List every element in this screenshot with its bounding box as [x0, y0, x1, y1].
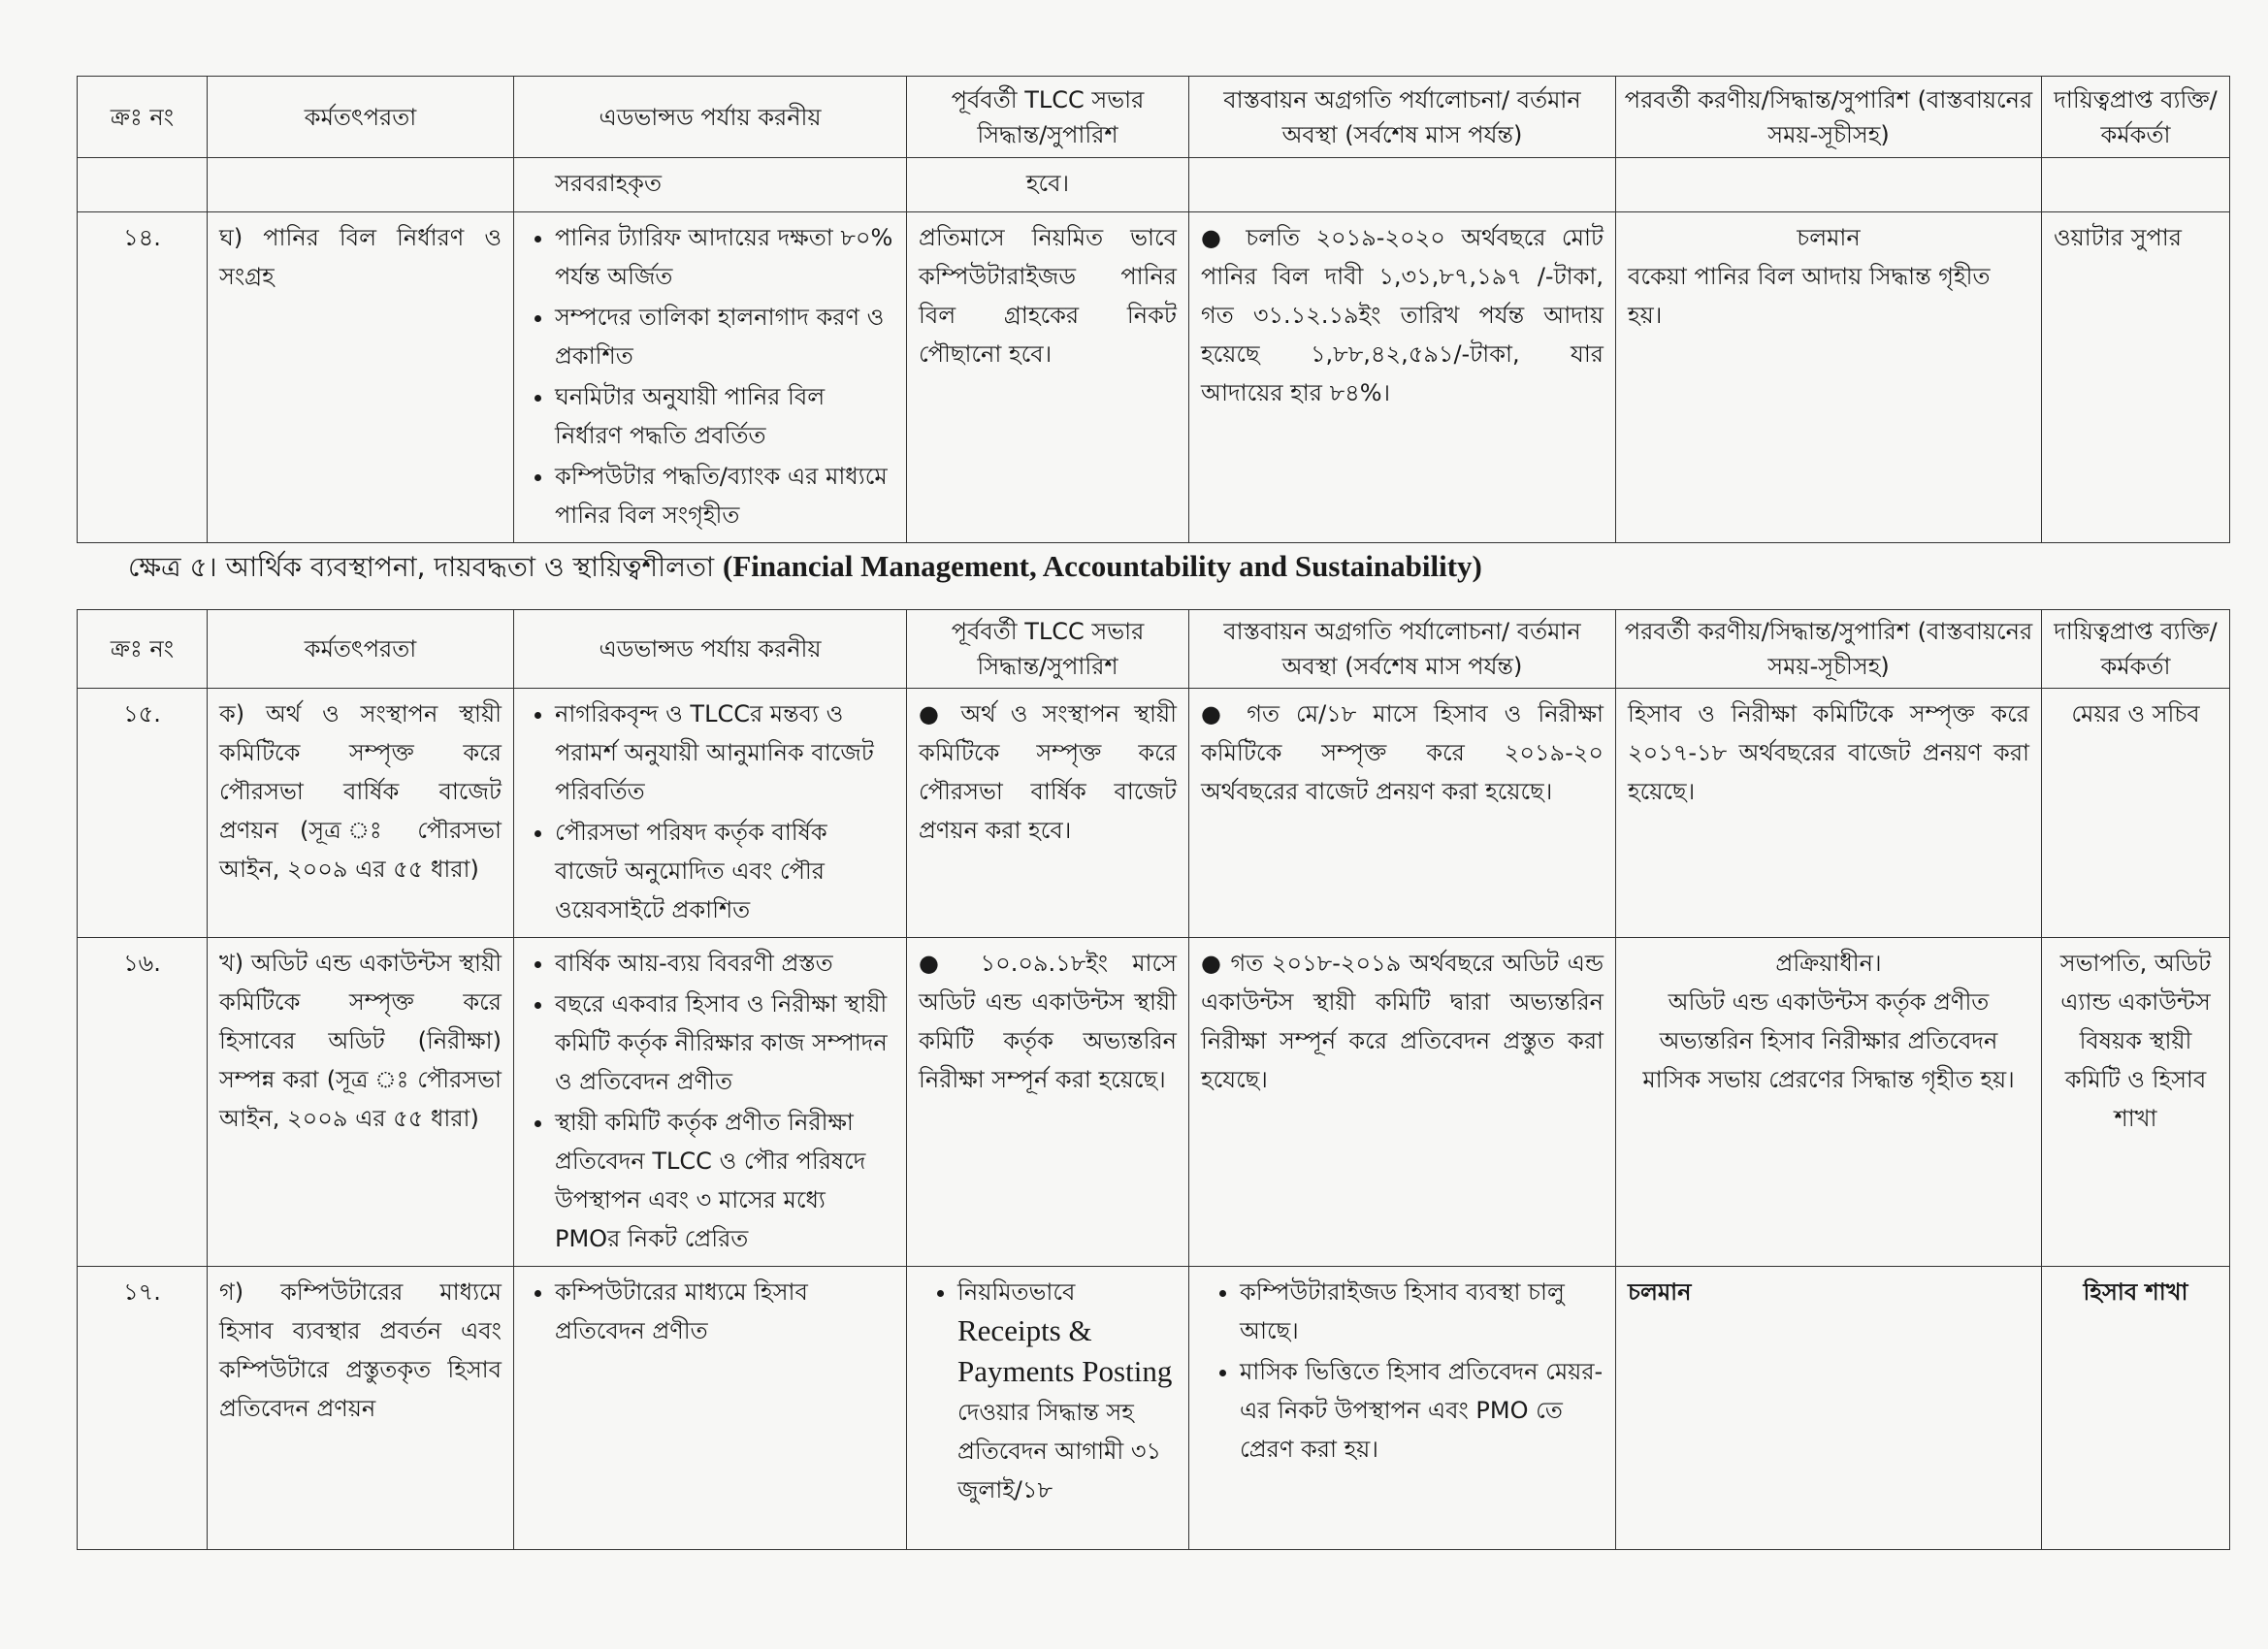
list-item: • কম্পিউটার পদ্ধতি/ব্যাংক এর মাধ্যমে পানির বিল সংগৃহীত	[555, 457, 894, 534]
row16-progress: ● গত ২০১৮-২০১৯ অর্থবছরে অডিট এন্ড একাউন্টস স্থায়ী কমিটি দ্বারা অভ্যন্তরিন নিরীক্ষা সম্পূর্ন করে প্রতিবেদন প্রস্তুত করা হযেছে।	[1189, 938, 1616, 1267]
header-progress: বাস্তবায়ন অগ্রগতি পর্যালোচনা/ বর্তমান অবস্থা (সর্বশেষ মাস পর্যন্ত)	[1189, 77, 1616, 158]
section-heading-bn: ক্ষেত্র ৫। আর্থিক ব্যবস্থাপনা, দায়বদ্ধতা ও স্থায়িত্বশীলতা	[128, 551, 715, 583]
list-item: • ঘনমিটার অনুযায়ী পানির বিল নির্ধারণ পদ্ধতি প্রবর্তিত	[555, 377, 894, 455]
row17-activity: গ) কম্পিউটারের মাধ্যমে হিসাব ব্যবস্থার প্রবর্তন এবং কম্পিউটারে প্রস্তুতকৃত হিসাব প্রতিবেদন প্রণয়ন	[208, 1267, 514, 1550]
list-item: • স্থায়ী কমিটি কর্তৃক প্রণীত নিরীক্ষা প্রতিবেদন TLCC ও পৌর পরিষদে উপস্থাপন এবং ৩ মাসের মধ্যে PMOর নিকট প্রেরিত	[555, 1103, 894, 1258]
row17-previous	[907, 1267, 1189, 1550]
list-item: • সম্পদের তালিকা হালনাগাদ করণ ও প্রকাশিত	[555, 298, 894, 375]
header-serial: ক্রঃ নং	[78, 77, 208, 158]
header-progress: বাস্তবায়ন অগ্রগতি পর্যালোচনা/ বর্তমান অবস্থা (সর্বশেষ মাস পর্যন্ত)	[1189, 610, 1616, 689]
row14-next-text: বকেয়া পানির বিল আদায় সিদ্ধান্ত গৃহীত হয়।	[1628, 263, 1991, 329]
row17-responsible: হিসাব শাখা	[2042, 1267, 2230, 1550]
row15-progress: ● গত মে/১৮ মাসে হিসাব ও নিরীক্ষা কমিটিকে সম্পৃক্ত করে ২০১৯-২০ অর্থবছরের বাজেট প্রনয়ণ করা হয়েছে।	[1189, 689, 1616, 938]
row15-previous: ● অর্থ ও সংস্থাপন স্থায়ী কমিটিকে সম্পৃক্ত করে পৌরসভা বার্ষিক বাজেট প্রণয়ন করা হবে।	[907, 689, 1189, 938]
list-item: • পৌরসভা পরিষদ কর্তৃক বার্ষিক বাজেট অনুমোদিত এবং পৌর ওয়েবসাইটে প্রকাশিত	[555, 813, 894, 929]
row16-activity: খ) অডিট এন্ড একাউন্টস স্থায়ী কমিটিকে সম্পৃক্ত করে হিসাবের অডিট (নিরীক্ষা) সম্পন্ন করা (সূত্র ঃ পৌরসভা আইন, ২০০৯ এর ৫৫ ধারা)	[208, 938, 514, 1267]
row14-advanced	[514, 212, 907, 543]
list-item	[957, 1273, 1177, 1509]
list-item: • নাগরিকবৃন্দ ও TLCCর মন্তব্য ও পরামর্শ অনুযায়ী আনুমানিক বাজেট পরিবর্তিত	[555, 695, 894, 811]
table-row	[78, 158, 2230, 212]
row14-progress: ● চলতি ২০১৯-২০২০ অর্থবছরে মোট পানির বিল দাবী ১,৩১,৮৭,১৯৭ /-টাকা, গত ৩১.১২.১৯ইং তারিখ পর্যন্ত আদায় হয়েছে ১,৮৮,৪২,৫৯১/-টাকা, যার আদায়ের হার ৮৪%।	[1189, 212, 1616, 543]
row14-next	[1616, 212, 2042, 543]
header-responsible: দায়িত্বপ্রাপ্ত ব্যক্তি/কর্মকর্তা	[2042, 610, 2230, 689]
row16-advanced	[514, 938, 907, 1267]
table-row	[78, 212, 2230, 543]
header-row	[78, 77, 2230, 158]
row15-responsible: মেয়র ও সচিব	[2042, 689, 2230, 938]
row17-advanced	[514, 1267, 907, 1550]
list-item: • পানির ট্যারিফ আদায়ের দক্ষতা ৮০% পর্যন্ত অর্জিত	[555, 218, 894, 296]
header-row	[78, 610, 2230, 689]
row15-advanced	[514, 689, 907, 938]
table-row	[78, 1267, 2230, 1550]
header-previous: পূর্ববর্তী TLCC সভার সিদ্ধান্ত/সুপারিশ	[907, 610, 1189, 689]
header-advanced: এডভান্সড পর্যায় করনীয়	[514, 77, 907, 158]
row15-next: হিসাব ও নিরীক্ষা কমিটিকে সম্পৃক্ত করে ২০১৭-১৮ অর্থবছরের বাজেট প্রনয়ণ করা হয়েছে।	[1616, 689, 2042, 938]
header-advanced: এডভান্সড পর্যায় করনীয়	[514, 610, 907, 689]
row14-next-status: চলমান	[1797, 224, 1861, 251]
carry-advanced: সরবরাহকৃত	[514, 158, 907, 212]
row17-progress	[1189, 1267, 1616, 1550]
progress-table-2	[77, 609, 2230, 1550]
header-next: পরবর্তী করণীয়/সিদ্ধান্ত/সুপারিশ (বাস্তবায়নের সময়-সূচীসহ)	[1616, 610, 2042, 689]
row16-next-status: প্রক্রিয়াধীন।	[1775, 950, 1882, 977]
row17-previous-bn1: নিয়মিতভাবে	[957, 1278, 1076, 1306]
header-previous: পূর্ববর্তী TLCC সভার সিদ্ধান্ত/সুপারিশ	[907, 77, 1189, 158]
row15-activity: ক) অর্থ ও সংস্থাপন স্থায়ী কমিটিকে সম্পৃক্ত করে পৌরসভা বার্ষিক বাজেট প্রণয়ন (সূত্র ঃ পৌরসভা আইন, ২০০৯ এর ৫৫ ধারা)	[208, 689, 514, 938]
list-item: • বার্ষিক আয়-ব্যয় বিবরণী প্রস্তত	[555, 944, 894, 983]
row16-previous: ● ১০.০৯.১৮ইং মাসে অডিট এন্ড একাউন্টস স্থায়ী কমিটি কর্তৃক অভ্যন্তরিন নিরীক্ষা সম্পূর্ন করা হয়েছে।	[907, 938, 1189, 1267]
header-next: পরবর্তী করণীয়/সিদ্ধান্ত/সুপারিশ (বাস্তবায়নের সময়-সূচীসহ)	[1616, 77, 2042, 158]
row14-serial: ১৪.	[78, 212, 208, 543]
carry-previous: হবে।	[907, 158, 1189, 212]
progress-table-1	[77, 76, 2230, 543]
header-activity: কর্মতৎপরতা	[208, 77, 514, 158]
table-row	[78, 689, 2230, 938]
list-item: • কম্পিউটারাইজড হিসাব ব্যবস্থা চালু আছে।	[1240, 1273, 1604, 1350]
row16-next	[1616, 938, 2042, 1267]
row14-responsible: ওয়াটার সুপার	[2042, 212, 2230, 543]
row16-responsible: সভাপতি, অডিট এ্যান্ড একাউন্টস বিষয়ক স্থায়ী কমিটি ও হিসাব শাখা	[2042, 938, 2230, 1267]
row16-serial: ১৬.	[78, 938, 208, 1267]
row17-next: চলমান	[1616, 1267, 2042, 1550]
section-heading	[128, 545, 1482, 589]
row15-serial: ১৫.	[78, 689, 208, 938]
list-item: • কম্পিউটারের মাধ্যমে হিসাব প্রতিবেদন প্রণীত	[555, 1273, 894, 1350]
header-responsible: দায়িত্বপ্রাপ্ত ব্যক্তি/কর্মকর্তা	[2042, 77, 2230, 158]
list-item: • বছরে একবার হিসাব ও নিরীক্ষা স্থায়ী কমিটি কর্তৃক নীরিক্ষার কাজ সম্পাদন ও প্রতিবেদন প্রণীত	[555, 985, 894, 1101]
row14-activity: ঘ) পানির বিল নির্ধারণ ও সংগ্রহ	[208, 212, 514, 543]
row17-serial: ১৭.	[78, 1267, 208, 1550]
header-activity: কর্মতৎপরতা	[208, 610, 514, 689]
table-row	[78, 938, 2230, 1267]
list-item: • মাসিক ভিত্তিতে হিসাব প্রতিবেদন মেয়র-এর নিকট উপস্থাপন এবং PMO তে প্রেরণ করা হয়।	[1240, 1352, 1604, 1469]
row17-previous-en: Receipts & Payments Posting	[957, 1313, 1173, 1388]
section-heading-en: (Financial Management, Accountability and Sustainability)	[723, 549, 1482, 583]
row14-previous: প্রতিমাসে নিয়মিত ভাবে কম্পিউটারাইজড পানির বিল গ্রাহকের নিকট পৌছানো হবে।	[907, 212, 1189, 543]
header-serial: ক্রঃ নং	[78, 610, 208, 689]
row17-previous-bn2: দেওয়ার সিদ্ধান্ত সহ প্রতিবেদন আগামী ৩১ জুলাই/১৮	[957, 1399, 1162, 1504]
row16-next-text: অডিট এন্ড একাউন্টস কর্তৃক প্রণীত অভ্যন্তরিন হিসাব নিরীক্ষার প্রতিবেদন মাসিক সভায় প্রেরণের সিদ্ধান্ত গৃহীত হয়।	[1642, 988, 2015, 1093]
